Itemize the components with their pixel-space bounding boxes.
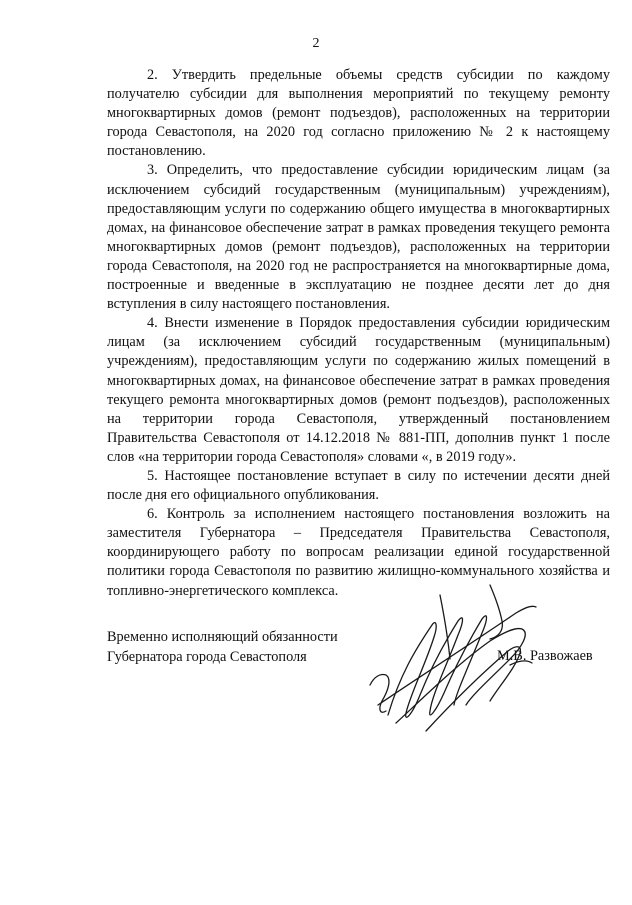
signatory-position-line-2: Губернатора города Севастополя bbox=[107, 648, 307, 665]
paragraph-3: 3. Определить, что предоставление субсидии юридическим лицам (за исключением субсидий государственным (муниципальным) учреждениям), предоставляющим услуги по содержанию общего имущества в многоквартирных домах, на финансовое обеспечение затрат в рамках проведения текущего ремонта многоквартирных домов (ремонт подъездов), расположенных на территории города Севастополя, на 2020 год не распространяется на многоквартирные дома, построенные и введенные в эксплуатацию не позднее десяти лет до дня вступления в силу настоящего постановления. bbox=[107, 162, 610, 313]
signatory-name: М.В. Развожаев bbox=[497, 648, 593, 664]
signatory-position-line-1: Временно исполняющий обязанности bbox=[107, 629, 338, 645]
signatory-position bbox=[107, 628, 338, 667]
paragraph-5: 5. Настоящее постановление вступает в силу по истечении десяти дней после дня его официального опубликования. bbox=[107, 467, 610, 504]
paragraph-2: 2. Утвердить предельные объемы средств субсидии по каждому получателю субсидии для выполнения мероприятий по текущему ремонту многоквартирных домов (ремонт подъездов), расположенных на территории города Севастополя, на 2020 год согласно приложению № 2 к настоящему постановлению. bbox=[107, 67, 610, 160]
document-body bbox=[107, 66, 610, 601]
paragraph-4: 4. Внести изменение в Порядок предоставления субсидии юридическим лицам (за исключением субсидий государственным (муниципальным) учреждениям), предоставляющим услуги по содержанию жилых помещений в многоквартирных домах, на финансовое обеспечение затрат в рамках проведения текущего ремонта многоквартирных домов (ремонт подъездов), расположенных на территории города Севастополя, утвержденный постановлением Правительства Севастополя от 14.12.2018 № 881-ПП, дополнив пункт 1 после слов «на территории города Севастополя» словами «, в 2019 году». bbox=[107, 315, 610, 465]
paragraph-6: 6. Контроль за исполнением настоящего постановления возложить на заместителя Губернатора – Председателя Правительства Севастополя, координирующего работу по вопросам реализации единой государственной политики города Севастополя по развитию жилищно-коммунального хозяйства и топливно-энергетического комплекса. bbox=[107, 506, 610, 599]
handwritten-signature bbox=[340, 555, 570, 735]
page-number: 2 bbox=[312, 36, 320, 51]
